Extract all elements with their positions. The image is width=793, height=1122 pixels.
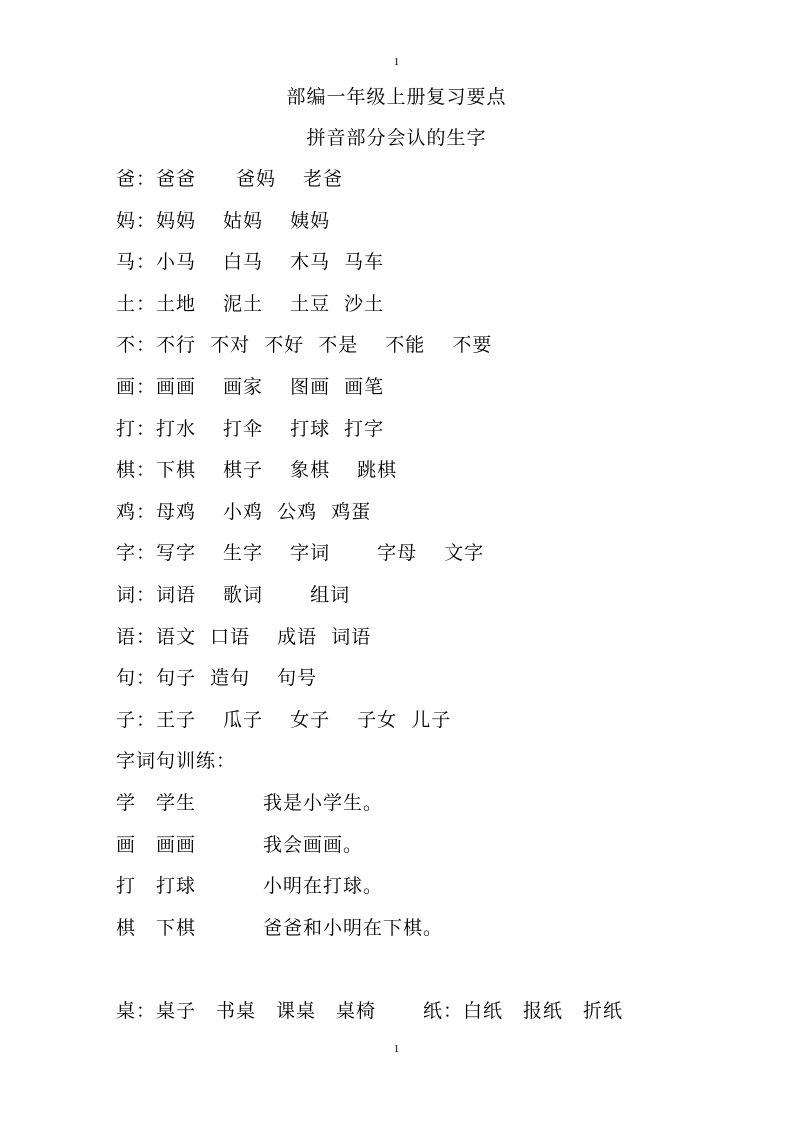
text-line: 妈：妈妈 姑妈 姨妈: [116, 209, 331, 232]
text-line: 画 画画 我会画画。: [116, 833, 364, 856]
section-heading: 字词句训练：: [116, 750, 237, 773]
text-line: 句：句子 造句 句号: [116, 667, 318, 690]
page-number-top: 1: [393, 56, 400, 68]
text-line: 马：小马 白马 木马 马车: [116, 251, 385, 274]
document-subtitle: 拼音部分会认的生字: [306, 127, 487, 149]
text-line: 子：王子 瓜子 女子 子女 儿子: [116, 708, 452, 731]
text-line: 不：不行 不对 不好 不是 不能 不要: [116, 334, 493, 357]
page-number-bottom: 1: [393, 1043, 400, 1055]
text-line: 鸡：母鸡 小鸡 公鸡 鸡蛋: [116, 500, 372, 523]
text-line: 字：写字 生字 字词 字母 文字: [116, 542, 485, 565]
text-line: 学 学生 我是小学生。: [116, 791, 384, 814]
text-line: 棋 下棋 爸爸和小明在下棋。: [116, 916, 444, 939]
text-line: 土：土地 泥土 土豆 沙土: [116, 292, 385, 315]
text-line: 语：语文 口语 成语 词语: [116, 625, 372, 648]
blank-line: [116, 949, 756, 991]
text-line: 画：画画 画家 图画 画笔: [116, 375, 385, 398]
text-line: 桌：桌子 书桌 课桌 桌椅 纸：白纸 报纸 折纸: [116, 999, 624, 1022]
text-line: 爸：爸爸 爸妈 老爸: [116, 168, 344, 190]
document-body: [116, 159, 756, 1032]
document-title: 部编一年级上册复习要点: [286, 86, 507, 108]
text-line: 打：打水 打伞 打球 打字: [116, 417, 385, 440]
text-line: 词：词语 歌词 组词: [116, 583, 351, 606]
text-line: 棋：下棋 棋子 象棋 跳棋: [116, 459, 398, 482]
text-line: 打 打球 小明在打球。: [116, 875, 384, 898]
